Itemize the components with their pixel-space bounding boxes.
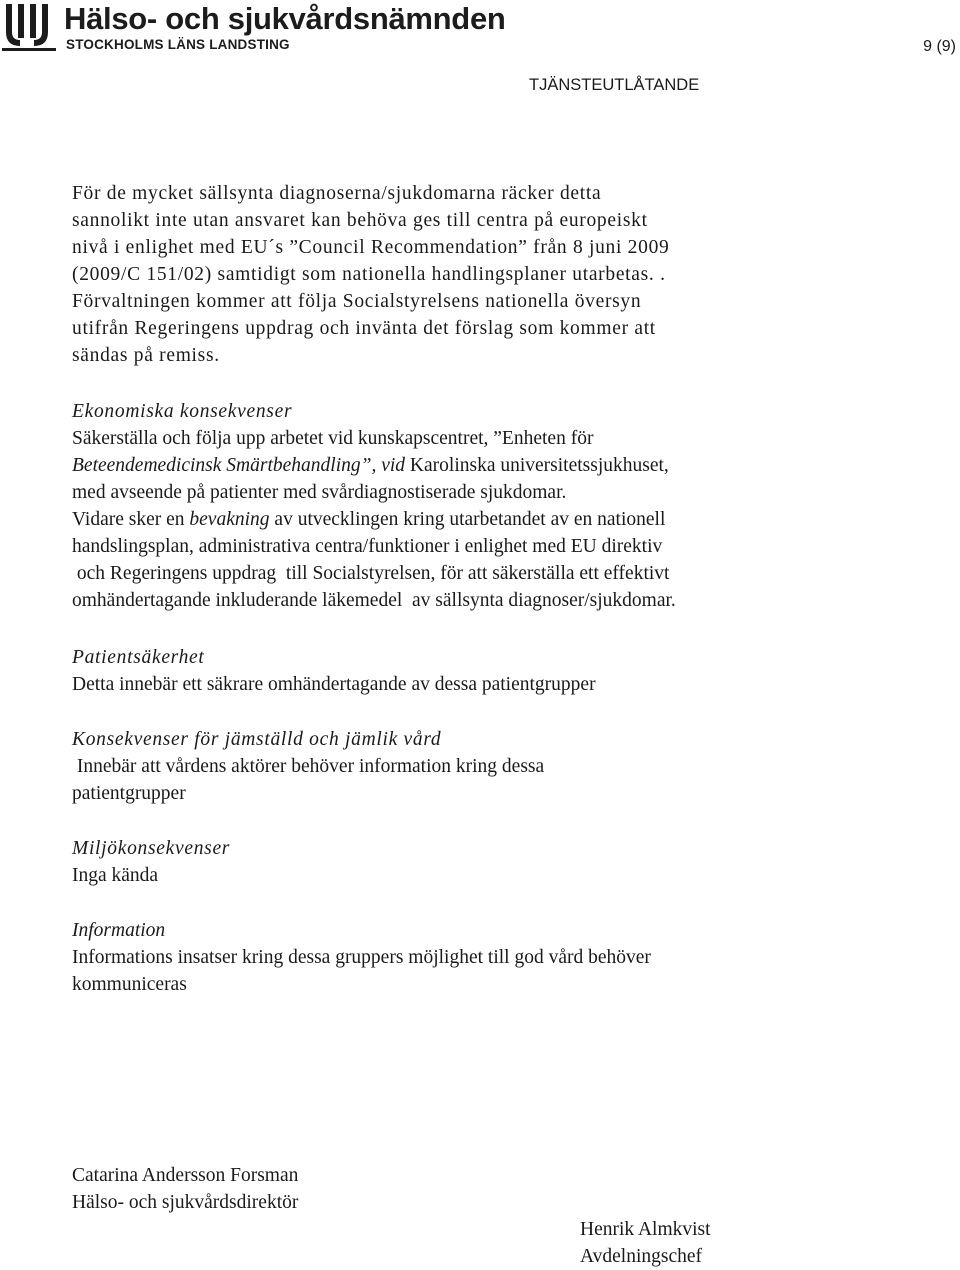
patientsakerhet-section <box>72 644 932 698</box>
section-line: med avseende på patienter med svårdiagnostiserade sjukdomar. <box>72 482 567 503</box>
sll-logo-icon <box>0 2 58 52</box>
section-heading: Patientsäkerhet <box>72 647 205 668</box>
intro-line: utifrån Regeringens uppdrag och invänta det förslag som kommer att <box>72 318 656 339</box>
jamstalld-section <box>72 726 932 807</box>
ekonomiska-section <box>72 398 932 614</box>
section-line: Innebär att vårdens aktörer behöver information kring dessa <box>72 756 545 777</box>
intro-line: För de mycket sällsynta diagnoserna/sjukdomarna räcker detta <box>72 183 602 204</box>
section-line: Informations insatser kring dessa gruppers möjlighet till god vård behöver <box>72 947 651 968</box>
section-line: kommuniceras <box>72 974 187 995</box>
org-subtitle: STOCKHOLMS LÄNS LANDSTING <box>66 37 290 52</box>
section-line: Inga kända <box>72 865 159 886</box>
line-text: Karolinska universitetssjukhuset, <box>405 455 669 476</box>
intro-line: nivå i enlighet med EU´s ”Council Recommendation” från 8 juni 2009 <box>72 237 670 258</box>
section-line: handslingsplan, administrativa centra/funktioner i enlighet med EU direktiv <box>72 536 663 557</box>
page-number: 9 (9) <box>923 38 956 55</box>
secondary-signature <box>580 1216 711 1270</box>
primary-signature <box>72 1162 298 1216</box>
org-name: Hälso- och sjukvårdsnämnden <box>64 1 506 36</box>
section-line: och Regeringens uppdrag till Socialstyrelsen, för att säkerställa ett effektivt <box>72 563 670 584</box>
section-heading: Konsekvenser för jämställd och jämlik vård <box>72 729 442 750</box>
line-text: av utvecklingen kring utarbetandet av en nationell <box>269 509 666 530</box>
signatory-name: Henrik Almkvist <box>580 1219 711 1240</box>
section-line <box>72 506 932 533</box>
italic-word: bevakning <box>189 509 270 530</box>
section-heading: Miljökonsekvenser <box>72 838 231 859</box>
signatory-name: Catarina Andersson Forsman <box>72 1165 299 1186</box>
intro-line: sannolikt inte utan ansvaret kan behöva ges till centra på europeiskt <box>72 210 648 231</box>
section-heading: Information <box>72 920 166 941</box>
org-logo <box>0 1 506 52</box>
signatory-title: Avdelningschef <box>580 1246 703 1267</box>
section-line: patientgrupper <box>72 783 186 804</box>
section-line: omhändertagande inkluderande läkemedel av sällsynta diagnoser/sjukdomar. <box>72 590 676 611</box>
section-line <box>72 452 932 479</box>
miljo-section <box>72 835 932 889</box>
section-heading: Ekonomiska konsekvenser <box>72 401 293 422</box>
italic-phrase: Beteendemedicinsk Smärtbehandling”, vid <box>72 455 406 476</box>
intro-line: (2009/C 151/02) samtidigt som nationella handlingsplaner utarbetas. . <box>72 264 666 285</box>
section-line: Detta innebär ett säkrare omhändertagande av dessa patientgrupper <box>72 674 596 695</box>
information-section <box>72 917 932 998</box>
line-text: Vidare sker en <box>72 509 190 530</box>
intro-line: sändas på remiss. <box>72 345 220 366</box>
intro-line: Förvaltningen kommer att följa Socialstyrelsens nationella översyn <box>72 291 642 312</box>
document-type: TJÄNSTEUTLÅTANDE <box>529 76 700 94</box>
signatory-title: Hälso- och sjukvårdsdirektör <box>72 1192 299 1213</box>
section-line: Säkerställa och följa upp arbetet vid kunskapscentret, ”Enheten för <box>72 428 594 449</box>
intro-paragraph <box>72 180 932 369</box>
